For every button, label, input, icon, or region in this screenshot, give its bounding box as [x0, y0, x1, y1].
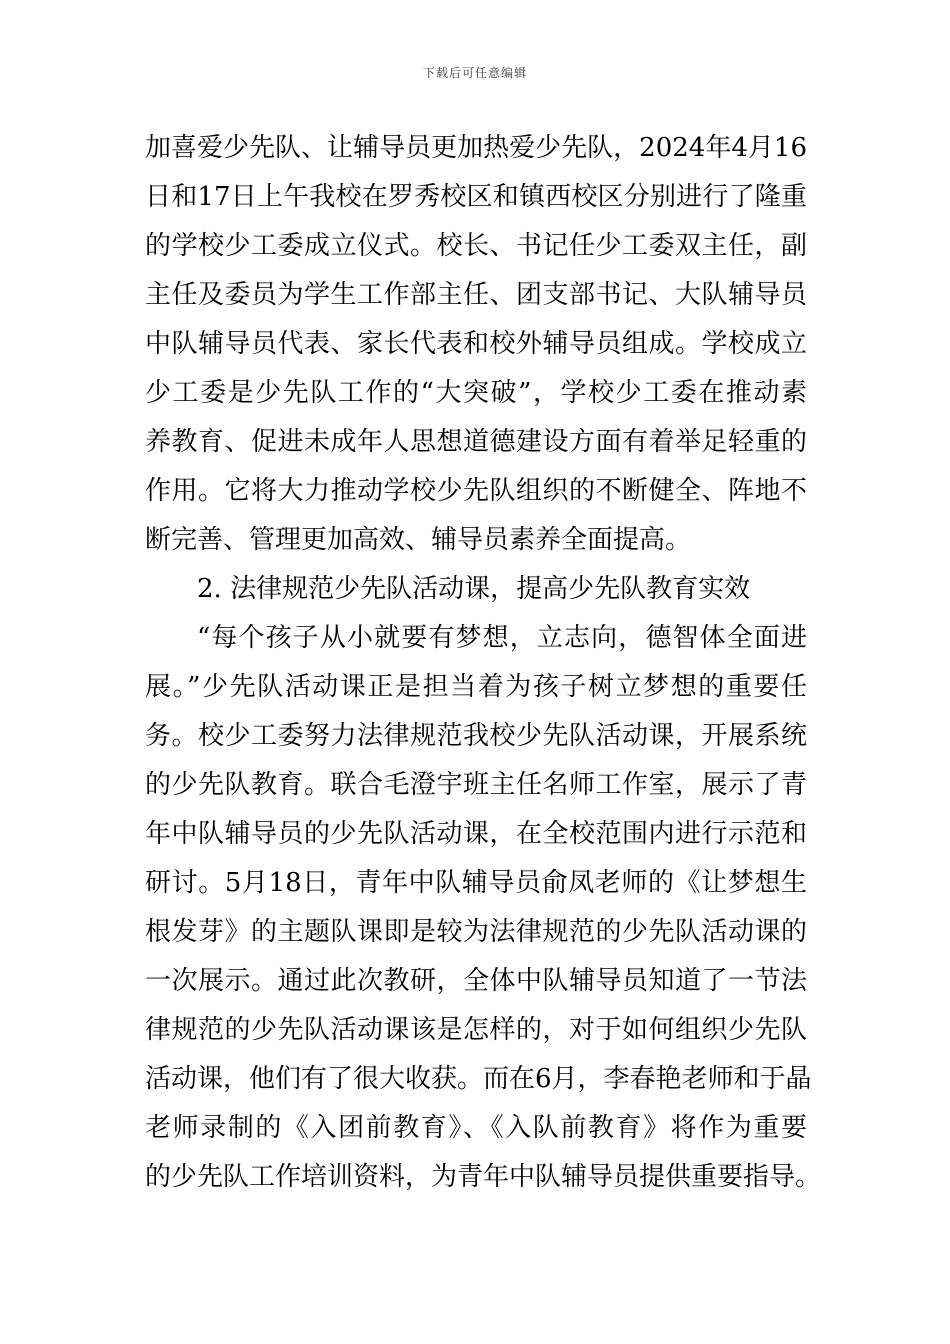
text-line: 展。”少先队活动课正是担当着为孩子树立梦想的重要任 [145, 672, 807, 702]
paragraph-2 [145, 614, 822, 1202]
text-line: 断完善、管理更加高效、辅导员素养全面提高。 [145, 525, 692, 555]
text-line: 律规范的少先队活动课该是怎样的，对于如何组织少先队 [145, 1015, 807, 1045]
text-line: 的学校少工委成立仪式。校长、书记任少工委双主任，副 [145, 231, 807, 261]
section-heading: 2. 法律规范少先队活动课，提高少先队教育实效 [197, 574, 751, 604]
text-line: 主任及委员为学生工作部主任、团支部书记、大队辅导员 [145, 280, 807, 310]
text-line: 老师录制的《入团前教育》、《入队前教育》将作为重要 [145, 1113, 807, 1143]
text-line: 作用。它将大力推动学校少先队组织的不断健全、阵地不 [145, 476, 807, 506]
text-line: 的少先队工作培训资料，为青年中队辅导员提供重要指导。 [145, 1162, 822, 1192]
text-line: 日和17日上午我校在罗秀校区和镇西校区分别进行了隆重 [145, 182, 807, 212]
text-line: 中队辅导员代表、家长代表和校外辅导员组成。学校成立 [145, 329, 807, 359]
document-body [145, 124, 822, 1202]
text-line: 活动课，他们有了很大收获。而在6月，李春艳老师和于晶 [145, 1064, 812, 1094]
text-line: 研讨。5月18日，青年中队辅导员俞凤老师的《让梦想生 [145, 868, 807, 898]
text-line: 一次展示。通过此次教研，全体中队辅导员知道了一节法 [145, 966, 807, 996]
paragraph-1 [145, 124, 807, 565]
text-line: 的少先队教育。联合毛澄宇班主任名师工作室，展示了青 [145, 770, 807, 800]
text-line: 务。校少工委努力法律规范我校少先队活动课，开展系统 [145, 721, 807, 751]
text-line: 根发芽》的主题队课即是较为法律规范的少先队活动课的 [145, 917, 807, 947]
text-line: “每个孩子从小就要有梦想，立志向，德智体全面进 [197, 623, 807, 653]
text-line: 年中队辅导员的少先队活动课，在全校范围内进行示范和 [145, 819, 807, 849]
text-line: 养教育、促进未成年人思想道德建设方面有着举足轻重的 [145, 427, 807, 457]
text-line: 少工委是少先队工作的“大突破”，学校少工委在推动素 [145, 378, 807, 408]
text-line: 加喜爱少先队、让辅导员更加热爱少先队，2024年4月16 [145, 133, 807, 163]
page-header: 下载后可任意编辑 [422, 66, 527, 80]
